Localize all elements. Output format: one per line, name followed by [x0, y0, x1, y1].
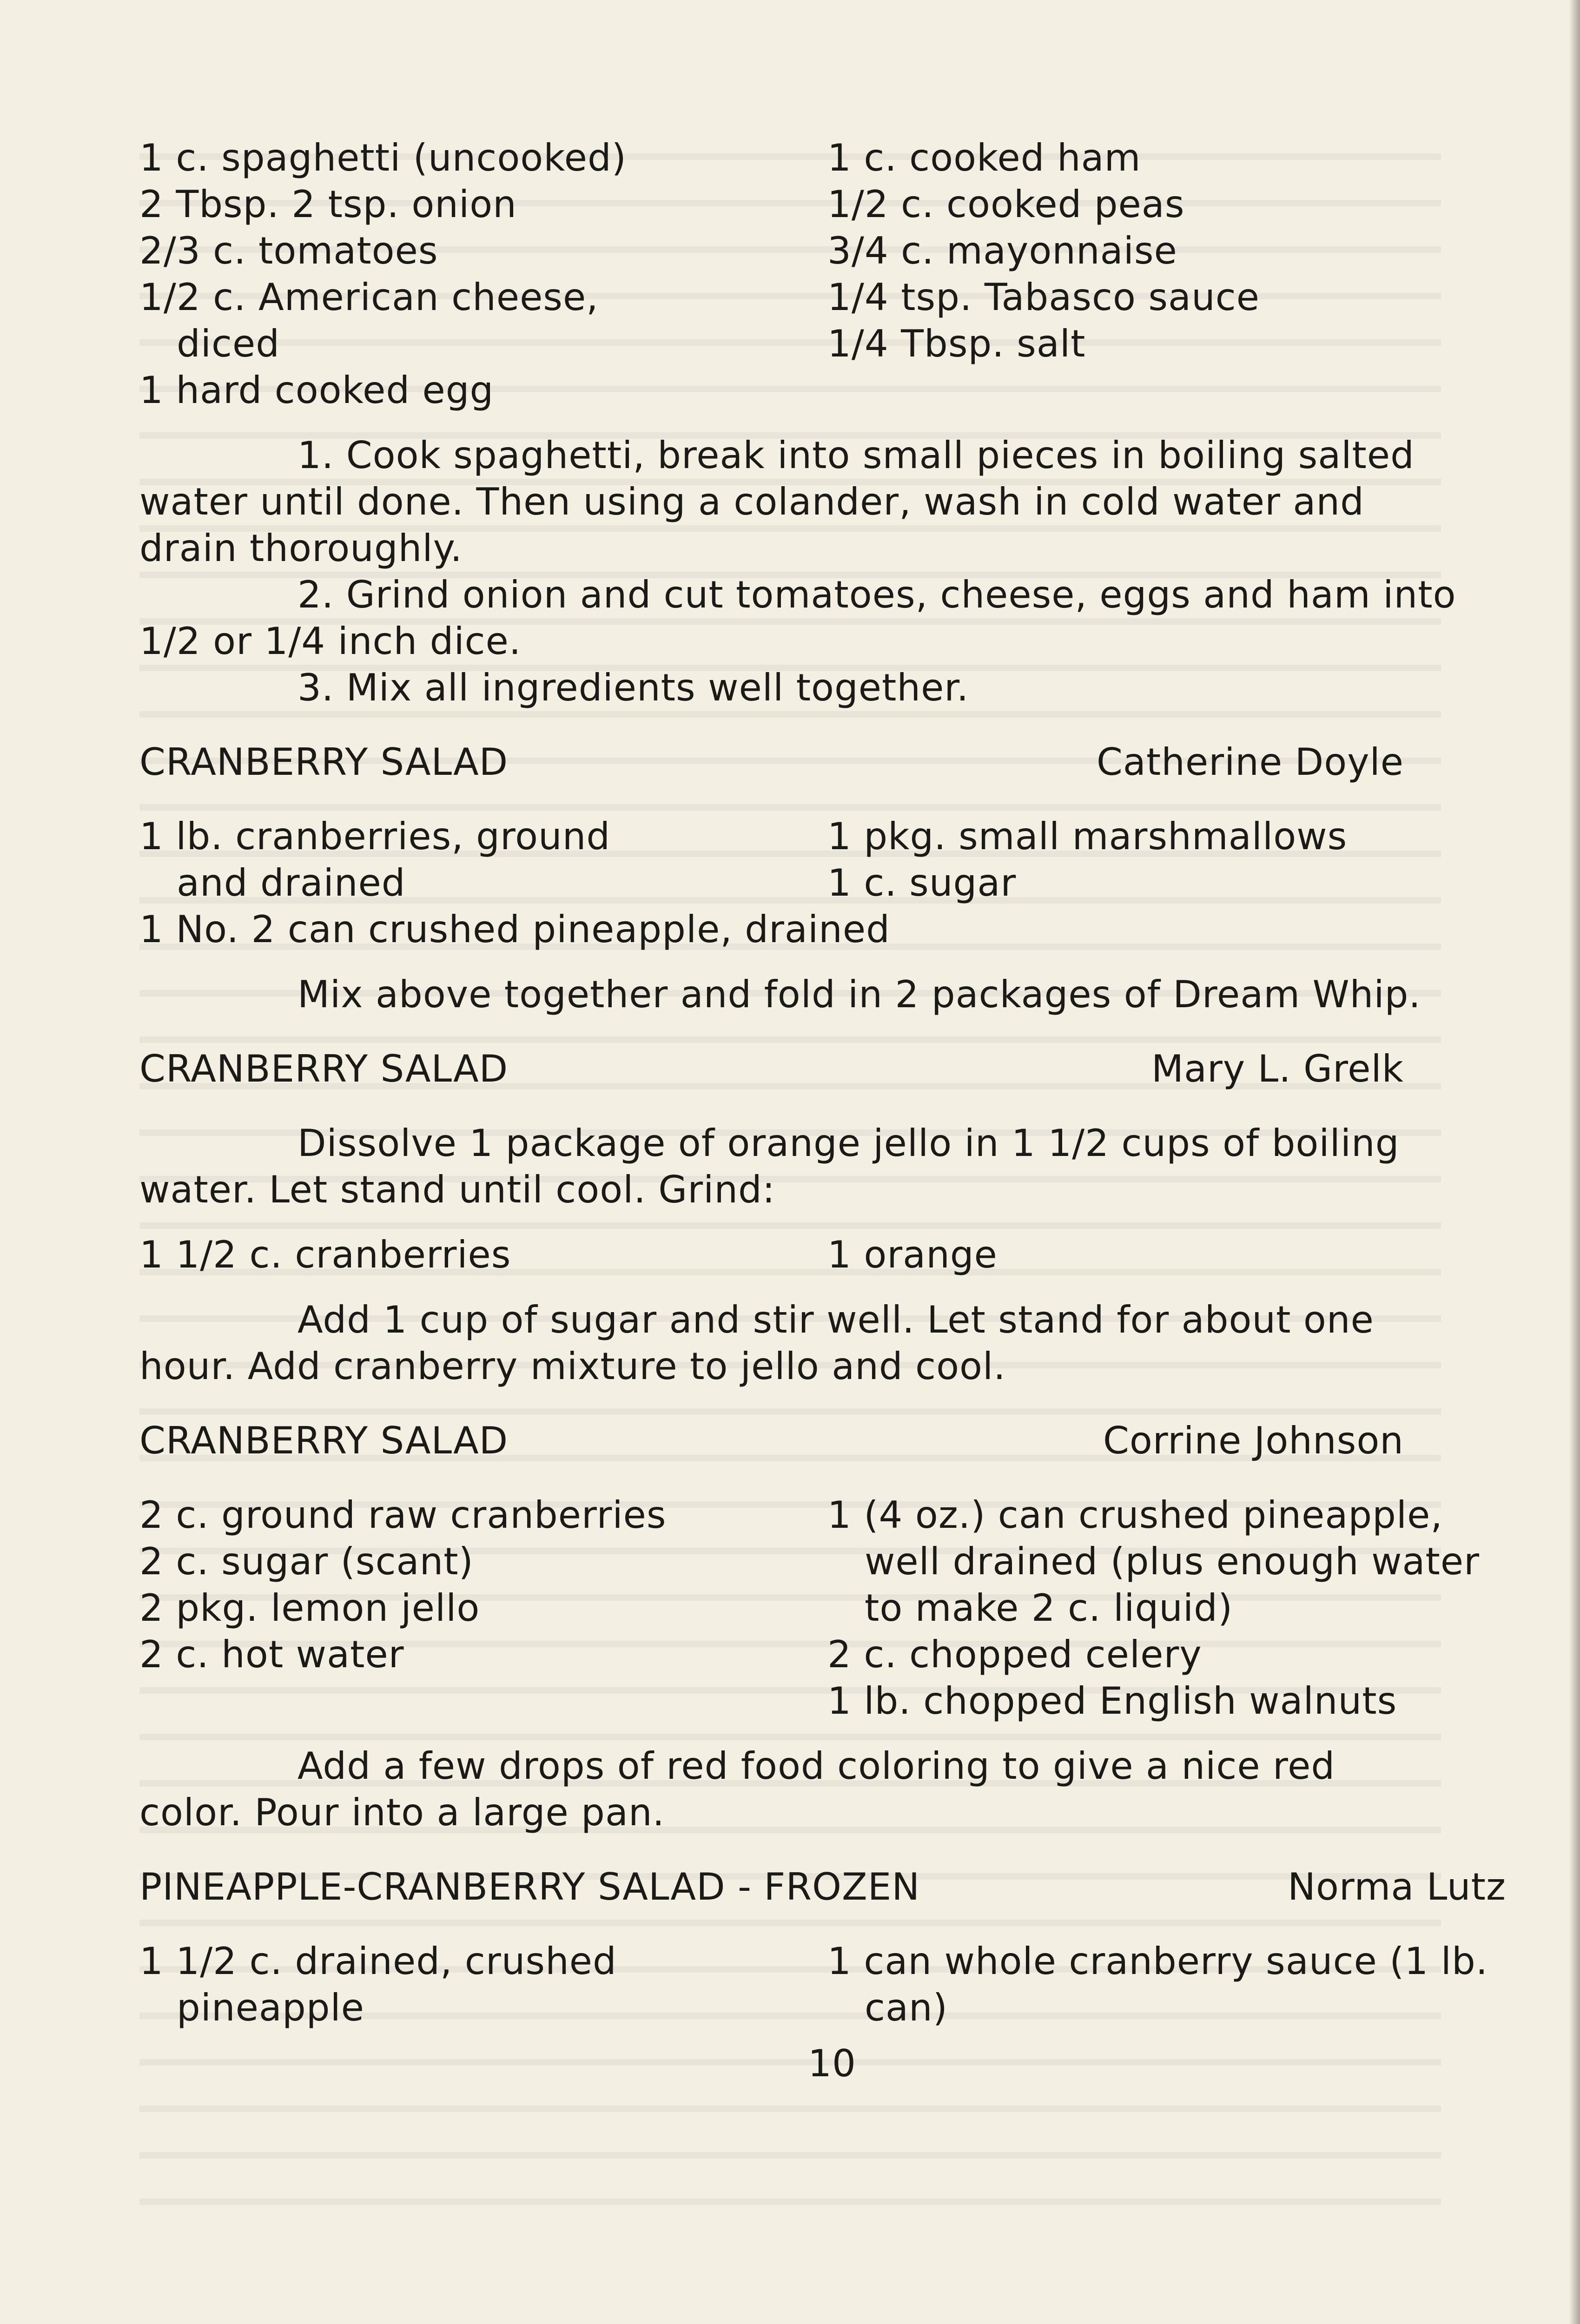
recipe3-instruction-cont: water. Let stand until cool. Grind:: [139, 1168, 775, 1211]
ingredient-line: 2 c. ground raw cranberries: [139, 1493, 667, 1537]
ingredient-line: 1 c. cooked ham: [827, 136, 1141, 179]
recipe1-ingredients-left: [139, 135, 827, 414]
recipe1-step2: 2. Grind onion and cut tomatoes, cheese, eggs and ham into: [297, 573, 1456, 616]
recipe1-step3: 3. Mix all ingredients well together.: [297, 666, 969, 709]
ingredient-line: 1 (4 oz.) can crushed pineapple,: [827, 1493, 1443, 1537]
ingredient-line: 1/4 tsp. Tabasco sauce: [827, 276, 1260, 319]
recipe-title: CRANBERRY SALAD: [139, 1047, 509, 1090]
recipe1-step2-cont: 1/2 or 1/4 inch dice.: [139, 620, 522, 663]
recipe1-step1: 1. Cook spaghetti, break into small pieces in boiling salted: [297, 434, 1415, 477]
ingredient-line: 1 lb. cranberries, ground: [139, 815, 611, 858]
recipe2-ingredients-right: [827, 813, 1525, 906]
recipe4-ingredients-left: [139, 1492, 827, 1724]
recipe5-header: [139, 1864, 1525, 1910]
ingredient-line: 3/4 c. mayonnaise: [827, 229, 1177, 272]
ingredient-line: 2 c. hot water: [139, 1633, 404, 1676]
ingredient-line: diced: [177, 322, 280, 365]
ingredient-line: 1 pkg. small marshmallows: [827, 815, 1348, 858]
ingredient-line: 1 lb. chopped English walnuts: [827, 1679, 1397, 1723]
recipe3-ingredients-left: [139, 1232, 827, 1278]
ingredient-line: 2 c. chopped celery: [827, 1633, 1202, 1676]
recipe1-step1-cont: drain thoroughly.: [139, 527, 463, 570]
ingredient-line: 1/4 Tbsp. salt: [827, 322, 1086, 365]
recipe5-ingredients-left: [139, 1938, 827, 2031]
ingredient-line: 1 c. spaghetti (uncooked): [139, 136, 627, 179]
recipe-title: CRANBERRY SALAD: [139, 1419, 509, 1462]
recipe4-header: [139, 1418, 1525, 1464]
page-number: 10: [808, 2042, 856, 2085]
recipe3-header: [139, 1046, 1525, 1092]
recipe4-instruction: Add a few drops of red food coloring to give a nice red: [297, 1744, 1335, 1788]
recipe-title: CRANBERRY SALAD: [139, 740, 509, 784]
ingredient-line: 1 can whole cranberry sauce (1 lb.: [827, 1940, 1488, 1983]
ingredient-line: 1 1/2 c. cranberries: [139, 1233, 511, 1276]
ingredient-line: to make 2 c. liquid): [865, 1586, 1233, 1630]
ingredient-line: 1 hard cooked egg: [139, 369, 494, 412]
recipe1-ingredients-right: [827, 135, 1525, 414]
page-content: [139, 135, 1525, 2087]
recipe-author: Norma Lutz: [1288, 1865, 1506, 1908]
ingredient-line: 1 c. sugar: [827, 861, 1017, 905]
recipe3-ingredients: [139, 1232, 1525, 1278]
ingredient-line: 2 c. sugar (scant): [139, 1540, 474, 1583]
ingredient-line: 1 orange: [827, 1233, 998, 1276]
ingredient-line: and drained: [177, 861, 406, 905]
recipe-author: Mary L. Grelk: [1151, 1047, 1404, 1090]
recipe2-ingredients-left: [139, 813, 827, 906]
recipe1-step1-cont: water until done. Then using a colander, wash in cold water and: [139, 480, 1364, 523]
recipe3-ingredients-right: [827, 1232, 1525, 1278]
recipe-author: Catherine Doyle: [1097, 740, 1404, 784]
ingredient-line: 2/3 c. tomatoes: [139, 229, 438, 272]
ingredient-line: 1/2 c. American cheese,: [139, 276, 599, 319]
recipe1-ingredients: [139, 135, 1525, 414]
recipe3-instruction: Dissolve 1 package of orange jello in 1 1/2 cups of boiling: [297, 1122, 1400, 1165]
recipe3-instruction: Add 1 cup of sugar and stir well. Let stand for about one: [297, 1298, 1374, 1341]
ingredient-line: 2 Tbsp. 2 tsp. onion: [139, 183, 517, 226]
recipe2-instruction: Mix above together and fold in 2 packages of Dream Whip.: [297, 973, 1421, 1016]
ingredient-line: 2 pkg. lemon jello: [139, 1586, 480, 1630]
ingredient-line: 1/2 c. cooked peas: [827, 183, 1185, 226]
recipe4-instruction-cont: color. Pour into a large pan.: [139, 1791, 665, 1834]
ingredient-line: 1 1/2 c. drained, crushed: [139, 1940, 617, 1983]
recipe5-ingredients-right: [827, 1938, 1525, 2031]
ingredient-line: pineapple: [177, 1986, 364, 2029]
recipe2-ingredients: [139, 813, 1525, 906]
recipe-title: PINEAPPLE-CRANBERRY SALAD - FROZEN: [139, 1865, 920, 1908]
recipe4-ingredients-right: [827, 1492, 1525, 1724]
ingredient-line: can): [865, 1986, 948, 2029]
page-edge-shadow: [1569, 0, 1580, 2324]
recipe4-ingredients: [139, 1492, 1525, 1724]
ingredient-line: well drained (plus enough water: [865, 1540, 1480, 1583]
recipe2-header: [139, 739, 1525, 786]
recipe5-ingredients: [139, 1938, 1525, 2031]
ingredient-line: 1 No. 2 can crushed pineapple, drained: [139, 908, 890, 951]
recipe3-instruction-cont: hour. Add cranberry mixture to jello and cool.: [139, 1345, 1006, 1388]
recipe-author: Corrine Johnson: [1103, 1419, 1404, 1462]
